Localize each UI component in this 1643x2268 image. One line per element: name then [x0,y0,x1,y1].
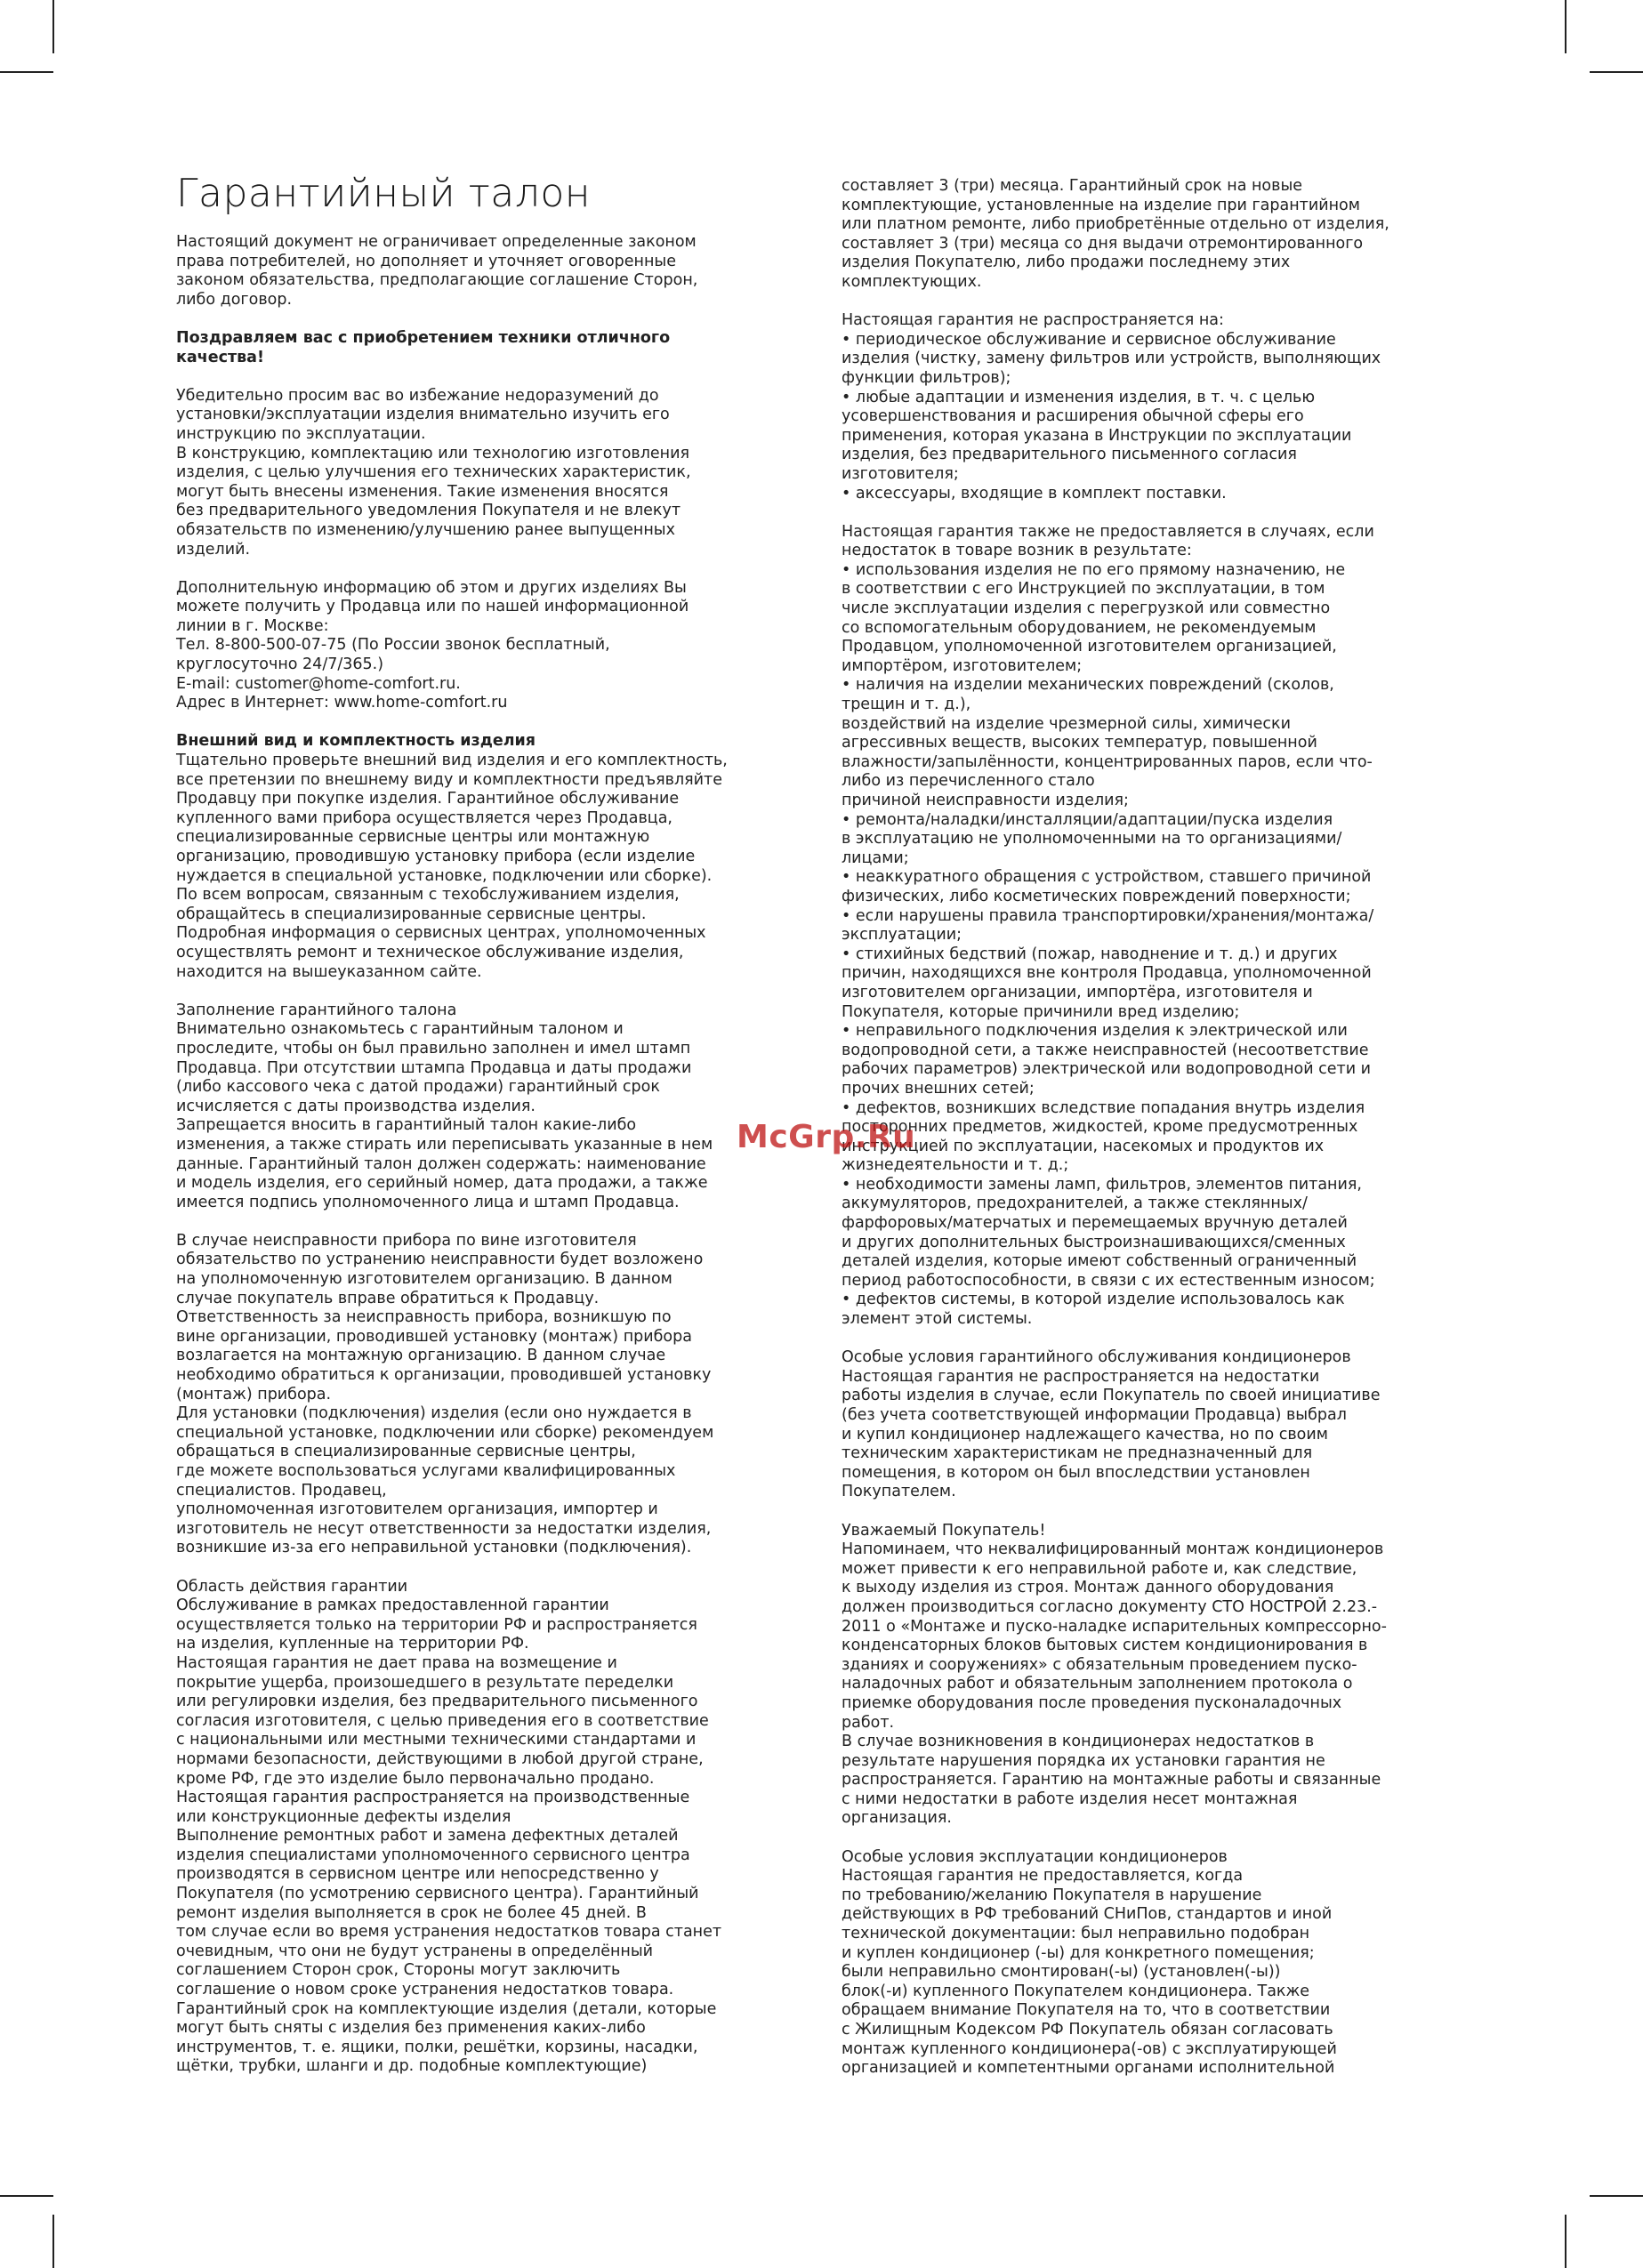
crop-mark [0,2195,53,2197]
crop-mark [1590,71,1643,73]
instruction-paragraph: Убедительно просим вас во избежание недоразумений до установки/эксплуатации изделия внимательно изучить его инструкцию по эксплуатации. В конструкцию, комплектацию или технологию изготовления изделия, с целью улучшения его технических характеристик, могут быть внесены изменения. Такие изменения вносятся без предварительного уведомления Покупателя и не влекут обязательств по изменению/улучшению ранее выпущенных изделий. [176,386,691,559]
not-provided-paragraph: Настоящая гарантия также не предоставляется в случаях, если недостаток в товаре возник в результате: • использования изделия не по его прямому назначению, не в соответствии с его Инструкцией по эксплуатации, в том числе эксплуатации изделия с перегрузкой или совместно со вспомогательным оборудованием, не рекомендуемым Продавцом, уполномоченной изготовителем организацией, импортёром, изготовителем; • наличия на изделии механических повреждений (сколов, трещин и т. д.), воздействий на изделие чрезмерной силы, химически агрессивных веществ, высоких температур, повышенной влажности/запылённости, концентрированных паров, если что- либо из перечисленного стало причиной неисправности изделия; • ремонта/наладки/инсталляции/адаптации/пуска изделия в эксплуатацию не уполномоченными на то организациями/ лицами; • неаккуратного обращения с устройством, ставшего причиной физических, либо косметических повреждений поверхности; • если нарушены правила транспортировки/хранения/монтажа/ эксплуатации; • стихийных бедствий (пожар, наводнение и т. д.) и других причин, находящихся вне контроля Продавца, уполномоченной изготовителем организации, импортёра, изготовителя и Покупателя, которые причинили вред изделию; • неправильного подключения изделия к электрической или водопроводной сети, а также неисправностей (несоответствие рабочих параметров) электрической или водопроводной сети и прочих внешних сетей; • дефектов, возникших вследствие попадания внутрь изделия посторонних предметов, жидкостей, кроме предусмотренных инструкцией по эксплуатации, насекомых и продуктов их жизнедеятельности и т. д.; • необходимости замены ламп, фильтров, элементов питания, аккумуляторов, предохранителей, а также стеклянных/ фарфоровых/матерчатых и перемещаемых вручную деталей и других дополнительных быстроизнашивающихся/сменных деталей изделия, которые имеют собственный ограниченный период работоспособности, в связи с их естественным износом; • дефектов системы, в которой изделие использовалось как элемент этой системы. [842,522,1375,1329]
exclusions-paragraph: Настоящая гарантия не распространяется на: • периодическое обслуживание и сервисное обслуживание изделия (чистку, замену фильтров или устройств, выполняющих функции фильтров); • любые адаптации и изменения изделия, в т. ч. с целью усовершенствования и расширения обычной сферы его применения, которая указана в Инструкции по эксплуатации изделия, без предварительного письменного согласия изготовителя; • аксессуары, входящие в комплект поставки. [842,311,1381,503]
crop-mark [52,0,54,53]
malfunction-paragraph: В случае неисправности прибора по вине изготовителя обязательство по устранению неисправности будет возложено на уполномоченную изготовителем организацию. В данном случае покупатель вправе обратиться к Продавцу. Ответственность за неисправность прибора, возникшую по вине организации, проводившей установку (монтаж) прибора возлагается на монтажную организацию. В данном случае необходимо обратиться к организации, проводившей установку (монтаж) прибора. Для установки (подключения) изделия (если оно нуждается в специальной установке, подключении или сборке) рекомендуем обращаться в специализированные сервисные центры, где можете воспользоваться услугами квалифицированных специалистов. Продавец, уполномоченная изготовителем организация, импортер и изготовитель не несут ответственности за недостатки изделия, возникшие из-за его неправильной установки (подключения). [176,1231,714,1557]
ac-service-paragraph: Особые условия гарантийного обслуживания кондиционеров Настоящая гарантия не распространяется на недостатки работы изделия в случае, если Покупатель по своей инициативе (без учета соответствующей информации Продавца) выбрал и купил кондиционер надлежащего качества, но по своим техническим характеристикам не предназначенный для помещения, в котором он был впоследствии установлен Покупателем. [842,1348,1381,1501]
scope-paragraph: Область действия гарантии Обслуживание в рамках предоставленной гарантии осуществляется только на территории РФ и распространяется на изделия, купленные на территории РФ. Настоящая гарантия не дает права на возмещение и покрытие ущерба, произошедшего в результате переделки или регулировки изделия, без предварительного письменного согласия изготовителя, с целью приведения его в соответствие с национальными или местными техническими стандартами и нормами безопасности, действующими в любой другой стране, кроме РФ, где это изделие было первоначально продано. Настоящая гарантия распространяется на производственные или конструкционные дефекты изделия Выполнение ремонтных работ и замена дефектных деталей изделия специалистами уполномоченного сервисного центра производятся в сервисном центре или непосредственно у Покупателя (по усмотрению сервисного центра). Гарантийный ремонт изделия выполняется в срок не более 45 дней. В том случае если во время устранения недостатков товара станет очевидным, что они не будут устранены в определённый соглашением Сторон срок, Стороны могут заключить соглашение о новом сроке устранения недостатков товара. Гарантийный срок на комплектующие изделия (детали, которые могут быть сняты с изделия без применения каких-либо инструментов, т. е. ящики, полки, решётки, корзины, насадки, щётки, трубки, шланги и др. подобные комплектующие) [176,1577,722,2076]
crop-mark [0,71,53,73]
crop-mark [1565,0,1566,53]
crop-mark [52,2215,54,2268]
crop-mark [1590,2195,1643,2197]
page-title: Гарантийный талон [176,171,592,216]
watermark: McGrp.Ru [737,1119,916,1155]
contact-paragraph: Дополнительную информацию об этом и других изделиях Вы можете получить у Продавца или по нашей информационной линии в г. Москве: Тел. 8-800-500-07-75 (По России звонок бесплатный, круглосуточно 24/7/365.) E-mail: customer@home-comfort.ru. Адрес в Интернет: www.home-comfort.ru [176,578,689,712]
ac-operation-paragraph: Особые условия эксплуатации кондиционеров Настоящая гарантия не предоставляется, когда по требованию/желанию Покупателя в нарушение действующих в РФ требований СНиПов, стандартов и иной технической документации: был неправильно подобран и куплен кондиционер (-ы) для конкретного помещения; были неправильно смонтирован(-ы) (установлен(-ы)) блок(-и) купленного Покупателем кондиционера. Также обращаем внимание Покупателя на то, что в соответствии с Жилищным Кодексом РФ Покупатель обязан согласовать монтаж купленного кондиционера(-ов) с эксплуатирующей организацией и компетентными органами исполнительной [842,1847,1337,2078]
appearance-paragraph: Тщательно проверьте внешний вид изделия и его комплектность, все претензии по внешнему виду и комплектности предъявляйте Продавцу при покупке изделия. Гарантийное обслуживание купленного вами прибора осуществляется через Продавца, специализированные сервисные центры или монтажную организацию, проводившую установку прибора (если изделие нуждается в специальной установке, подключении или сборке). По всем вопросам, связанным с техобслуживанием изделия, обращайтесь в специализированные сервисные центры. Подробная информация о сервисных центрах, уполномоченных осуществлять ремонт и техническое обслуживание изделия, находится на вышеуказанном сайте. [176,752,728,981]
intro-paragraph: Настоящий документ не ограничивает определенные законом права потребителей, но дополняет и уточняет оговоренные законом обязательства, предполагающие соглашение Сторон, либо договор. [176,233,698,309]
dear-customer-paragraph: Уважаемый Покупатель! Напоминаем, что неквалифицированный монтаж кондиционеров может привести к его неправильной работе и, как следствие, к выходу изделия из строя. Монтаж данного оборудования должен производиться согласно документу СТО НОСТРОЙ 2.23.- 2011 о «Монтаже и пуско-наладке испарительных компрессорно- конденсаторных блоков бытовых систем кондиционирования в зданиях и сооружениях» с обязательным проведением пуско- наладочных работ и обязательным заполнением протокола о приемке оборудования после проведения пусконаладочных работ. В случае возникновения в кондиционерах недостатков в результате нарушения порядка их установки гарантия не распространяется. Гарантию на монтажные работы и связанные с ними недостатки в работе изделия несет монтажная организация. [842,1521,1387,1828]
congrats-heading: Поздравляем вас с приобретением техники отличного качества! [176,328,671,366]
appearance-heading: Внешний вид и комплектность изделия [176,732,536,751]
right-column [842,177,1455,2097]
left-column [176,233,790,2096]
warranty-term-paragraph: составляет 3 (три) месяца. Гарантийный срок на новые комплектующие, установленные на изделие при гарантийном или платном ремонте, либо приобретённые отдельно от изделия, составляет 3 (три) месяца со дня выдачи отремонтированного изделия Покупателю, либо продажи последнему этих комплектующих. [842,177,1389,291]
crop-mark [1565,2215,1566,2268]
filling-paragraph: Заполнение гарантийного талона Внимательно ознакомьтесь с гарантийным талоном и проследите, чтобы он был правильно заполнен и имел штамп Продавца. При отсутствии штампа Продавца и даты продажи (либо кассового чека с датой продажи) гарантийный срок исчисляется с даты производства изделия. Запрещается вносить в гарантийный талон какие-либо изменения, а также стирать или переписывать указанные в нем данные. Гарантийный талон должен содержать: наименование и модель изделия, его серийный номер, дата продажи, а также имеется подпись уполномоченного лица и штамп Продавца. [176,1001,713,1211]
